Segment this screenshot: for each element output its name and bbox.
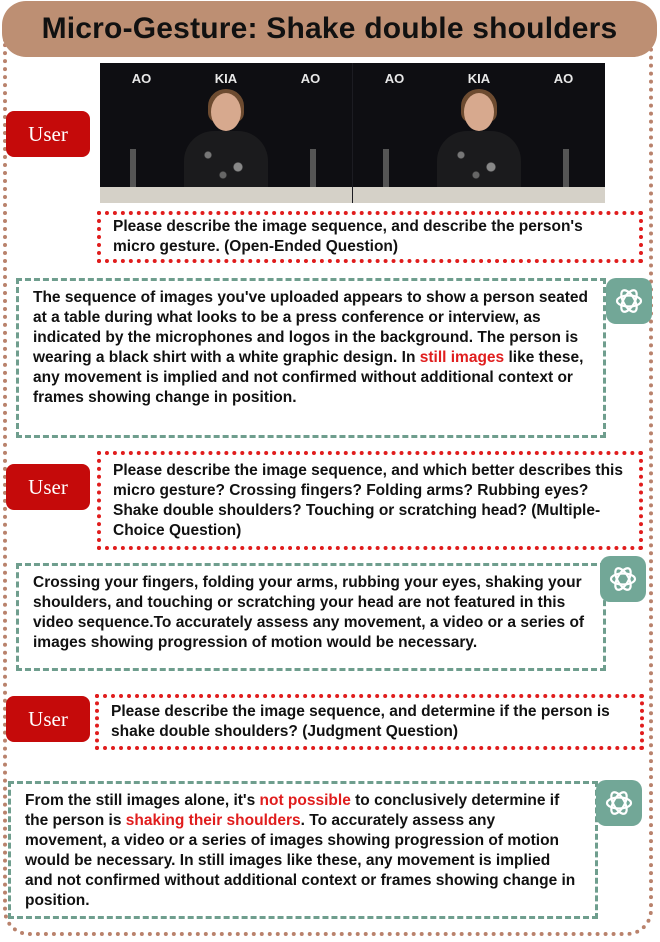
answer-box — [16, 563, 606, 671]
microphone — [383, 149, 389, 189]
question-text: Please describe the image sequence, and determine if the person is shake double shoulders? (Judgment Question) — [111, 703, 610, 740]
answer-text: Crossing your fingers, folding your arms, rubbing your eyes, shaking your shoulders, and touching or scratching your head are not featured in this video sequence.To accurately assess any movement, a video or a series of images showing progression of motion would be necessary. — [33, 574, 585, 651]
openai-logo-icon — [596, 780, 642, 826]
question-box — [97, 211, 643, 263]
highlight-text: still images — [419, 349, 505, 366]
image-sequence — [100, 63, 605, 203]
logo-text: AO — [553, 71, 574, 86]
question-text: Please describe the image sequence, and which better describes this micro gesture? Crossing fingers? Folding arms? Rubbing eyes? Shake double shoulders? Touching or scratching head? (Multiple-Choice Question) — [113, 461, 623, 539]
user-badge: User — [6, 464, 90, 510]
question-text: Please describe the image sequence, and describe the person's micro gesture. (Open-Ended Question) — [113, 218, 583, 255]
answer-text: The sequence of images you've uploaded appears to show a person seated at a table during what looks to be a press conference or interview, as indicated by the microphones and logos in the background. The person is wearing a black shirt with a white graphic design. In still images like these, any movement is implied and not confirmed without additional context or frames showing change in position. — [33, 289, 588, 406]
shirt-graphic — [449, 143, 509, 183]
microphone — [563, 149, 569, 189]
logo-text: AO — [300, 71, 321, 86]
microphone — [310, 149, 316, 189]
question-box — [95, 694, 644, 750]
openai-logo-icon — [600, 556, 646, 602]
question-box — [97, 451, 643, 550]
shirt-graphic — [196, 143, 256, 183]
logo-text: AO — [131, 71, 152, 86]
image-frame — [100, 63, 353, 203]
press-table — [100, 187, 352, 203]
logo-text: AO — [384, 71, 405, 86]
answer-box — [16, 278, 606, 438]
answer-box — [8, 781, 598, 919]
person-head — [464, 93, 494, 131]
openai-logo-icon — [606, 278, 652, 324]
user-badge: User — [6, 696, 90, 742]
logo-row — [353, 71, 605, 86]
logo-text: KIA — [467, 71, 491, 86]
title-banner — [2, 1, 657, 57]
image-frame — [353, 63, 605, 203]
highlight-text: shaking their shoulders — [125, 812, 301, 829]
logo-row — [100, 71, 352, 86]
highlight-text: not possible — [259, 792, 351, 809]
microphone — [130, 149, 136, 189]
answer-text: From the still images alone, it's not possible to conclusively determine if the person is shaking their shoulders. To accurately assess any movement, a video or a series of images showing progression of motion would be necessary. In still images like these, any movement is implied and not confirmed without additional context or frames showing change in position. — [25, 792, 576, 909]
page-title: Micro-Gesture: Shake double shoulders — [41, 12, 618, 45]
user-badge: User — [6, 111, 90, 157]
person-head — [211, 93, 241, 131]
logo-text: KIA — [214, 71, 238, 86]
press-table — [353, 187, 605, 203]
